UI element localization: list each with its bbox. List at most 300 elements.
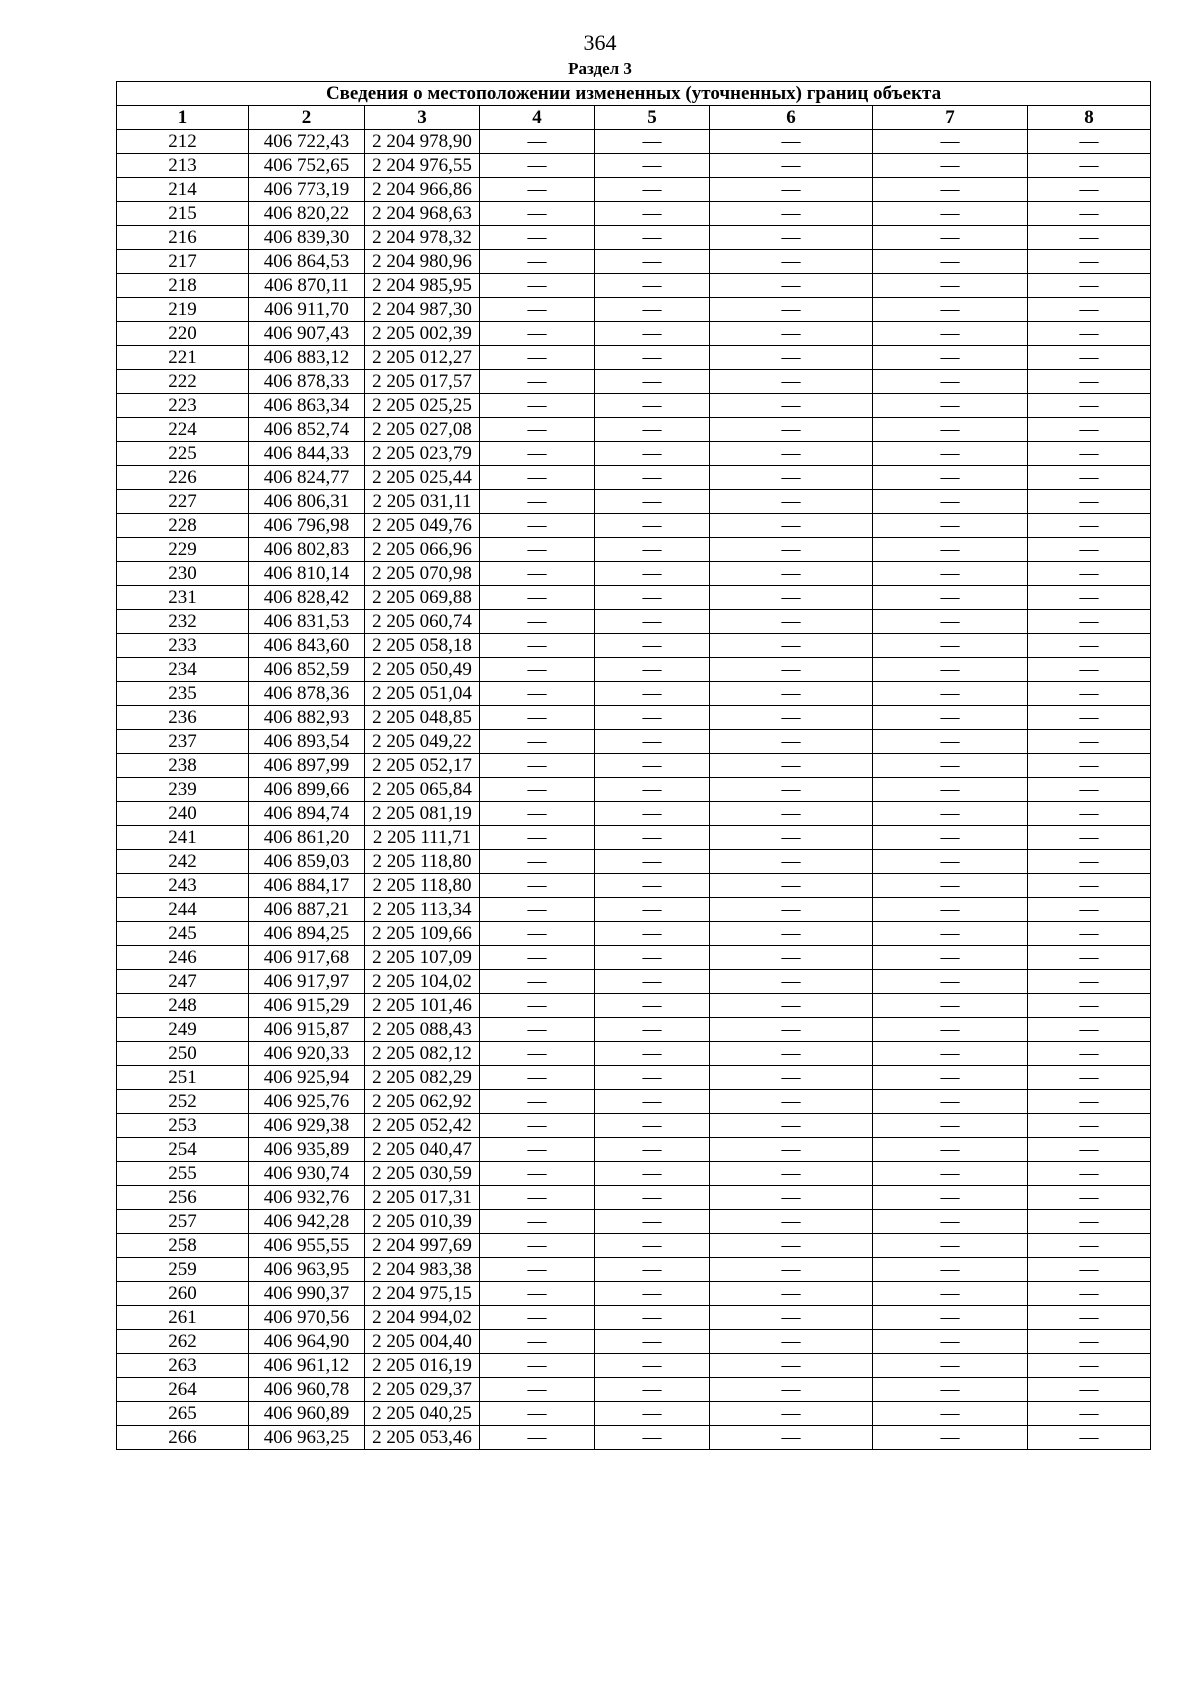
empty-value-cell: — bbox=[873, 778, 1028, 802]
empty-value-cell: — bbox=[873, 730, 1028, 754]
point-number-cell: 264 bbox=[117, 1378, 249, 1402]
x-coordinate-cell: 406 964,90 bbox=[249, 1330, 365, 1354]
table-row bbox=[117, 730, 1151, 754]
x-coordinate-cell: 406 907,43 bbox=[249, 322, 365, 346]
empty-value-cell: — bbox=[873, 802, 1028, 826]
empty-value-cell: — bbox=[873, 418, 1028, 442]
empty-value-cell: — bbox=[873, 1090, 1028, 1114]
point-number-cell: 239 bbox=[117, 778, 249, 802]
table-row bbox=[117, 1138, 1151, 1162]
y-coordinate-cell: 2 205 010,39 bbox=[365, 1210, 480, 1234]
point-number-cell: 248 bbox=[117, 994, 249, 1018]
empty-value-cell: — bbox=[595, 610, 710, 634]
empty-value-cell: — bbox=[873, 1138, 1028, 1162]
y-coordinate-cell: 2 205 118,80 bbox=[365, 874, 480, 898]
empty-value-cell: — bbox=[595, 274, 710, 298]
empty-value-cell: — bbox=[873, 130, 1028, 154]
empty-value-cell: — bbox=[480, 970, 595, 994]
empty-value-cell: — bbox=[595, 1354, 710, 1378]
table-row bbox=[117, 754, 1151, 778]
empty-value-cell: — bbox=[710, 1066, 873, 1090]
empty-value-cell: — bbox=[710, 250, 873, 274]
empty-value-cell: — bbox=[1028, 394, 1151, 418]
empty-value-cell: — bbox=[710, 490, 873, 514]
empty-value-cell: — bbox=[595, 874, 710, 898]
table-row bbox=[117, 1306, 1151, 1330]
empty-value-cell: — bbox=[873, 682, 1028, 706]
empty-value-cell: — bbox=[710, 682, 873, 706]
empty-value-cell: — bbox=[595, 1186, 710, 1210]
empty-value-cell: — bbox=[1028, 202, 1151, 226]
table-row bbox=[117, 802, 1151, 826]
empty-value-cell: — bbox=[595, 586, 710, 610]
empty-value-cell: — bbox=[1028, 130, 1151, 154]
x-coordinate-cell: 406 878,33 bbox=[249, 370, 365, 394]
x-coordinate-cell: 406 935,89 bbox=[249, 1138, 365, 1162]
empty-value-cell: — bbox=[710, 922, 873, 946]
y-coordinate-cell: 2 204 985,95 bbox=[365, 274, 480, 298]
empty-value-cell: — bbox=[873, 1378, 1028, 1402]
empty-value-cell: — bbox=[710, 1330, 873, 1354]
table-row bbox=[117, 1426, 1151, 1450]
empty-value-cell: — bbox=[710, 1162, 873, 1186]
empty-value-cell: — bbox=[1028, 658, 1151, 682]
x-coordinate-cell: 406 802,83 bbox=[249, 538, 365, 562]
point-number-cell: 241 bbox=[117, 826, 249, 850]
empty-value-cell: — bbox=[710, 394, 873, 418]
x-coordinate-cell: 406 960,89 bbox=[249, 1402, 365, 1426]
y-coordinate-cell: 2 204 978,32 bbox=[365, 226, 480, 250]
empty-value-cell: — bbox=[1028, 250, 1151, 274]
point-number-cell: 259 bbox=[117, 1258, 249, 1282]
empty-value-cell: — bbox=[1028, 1378, 1151, 1402]
empty-value-cell: — bbox=[595, 298, 710, 322]
point-number-cell: 218 bbox=[117, 274, 249, 298]
empty-value-cell: — bbox=[710, 1186, 873, 1210]
empty-value-cell: — bbox=[873, 250, 1028, 274]
empty-value-cell: — bbox=[480, 514, 595, 538]
table-row bbox=[117, 394, 1151, 418]
empty-value-cell: — bbox=[710, 178, 873, 202]
empty-value-cell: — bbox=[480, 706, 595, 730]
table-row bbox=[117, 1378, 1151, 1402]
empty-value-cell: — bbox=[710, 514, 873, 538]
empty-value-cell: — bbox=[710, 1090, 873, 1114]
y-coordinate-cell: 2 205 118,80 bbox=[365, 850, 480, 874]
empty-value-cell: — bbox=[480, 538, 595, 562]
empty-value-cell: — bbox=[480, 1426, 595, 1450]
y-coordinate-cell: 2 205 082,12 bbox=[365, 1042, 480, 1066]
empty-value-cell: — bbox=[873, 1018, 1028, 1042]
empty-value-cell: — bbox=[1028, 154, 1151, 178]
point-number-cell: 233 bbox=[117, 634, 249, 658]
empty-value-cell: — bbox=[710, 1042, 873, 1066]
empty-value-cell: — bbox=[595, 514, 710, 538]
empty-value-cell: — bbox=[1028, 1114, 1151, 1138]
y-coordinate-cell: 2 205 109,66 bbox=[365, 922, 480, 946]
point-number-cell: 247 bbox=[117, 970, 249, 994]
page-number: 364 bbox=[583, 30, 617, 55]
table-row bbox=[117, 1210, 1151, 1234]
table-row bbox=[117, 1354, 1151, 1378]
point-number-cell: 220 bbox=[117, 322, 249, 346]
x-coordinate-cell: 406 911,70 bbox=[249, 298, 365, 322]
empty-value-cell: — bbox=[480, 1258, 595, 1282]
empty-value-cell: — bbox=[873, 322, 1028, 346]
empty-value-cell: — bbox=[480, 130, 595, 154]
table-row bbox=[117, 1234, 1151, 1258]
empty-value-cell: — bbox=[710, 370, 873, 394]
empty-value-cell: — bbox=[873, 994, 1028, 1018]
y-coordinate-cell: 2 204 976,55 bbox=[365, 154, 480, 178]
y-coordinate-cell: 2 205 058,18 bbox=[365, 634, 480, 658]
table-row bbox=[117, 1090, 1151, 1114]
x-coordinate-cell: 406 917,97 bbox=[249, 970, 365, 994]
point-number-cell: 254 bbox=[117, 1138, 249, 1162]
column-header: 5 bbox=[595, 106, 710, 130]
x-coordinate-cell: 406 820,22 bbox=[249, 202, 365, 226]
table-row bbox=[117, 1018, 1151, 1042]
empty-value-cell: — bbox=[873, 1042, 1028, 1066]
empty-value-cell: — bbox=[595, 1402, 710, 1426]
empty-value-cell: — bbox=[1028, 346, 1151, 370]
point-number-cell: 228 bbox=[117, 514, 249, 538]
empty-value-cell: — bbox=[595, 1234, 710, 1258]
empty-value-cell: — bbox=[1028, 1042, 1151, 1066]
x-coordinate-cell: 406 884,17 bbox=[249, 874, 365, 898]
table-row bbox=[117, 538, 1151, 562]
point-number-cell: 250 bbox=[117, 1042, 249, 1066]
x-coordinate-cell: 406 859,03 bbox=[249, 850, 365, 874]
y-coordinate-cell: 2 205 069,88 bbox=[365, 586, 480, 610]
empty-value-cell: — bbox=[595, 562, 710, 586]
empty-value-cell: — bbox=[480, 1138, 595, 1162]
empty-value-cell: — bbox=[873, 274, 1028, 298]
x-coordinate-cell: 406 963,25 bbox=[249, 1426, 365, 1450]
empty-value-cell: — bbox=[873, 298, 1028, 322]
empty-value-cell: — bbox=[873, 658, 1028, 682]
empty-value-cell: — bbox=[595, 1258, 710, 1282]
empty-value-cell: — bbox=[595, 706, 710, 730]
y-coordinate-cell: 2 205 066,96 bbox=[365, 538, 480, 562]
empty-value-cell: — bbox=[873, 706, 1028, 730]
x-coordinate-cell: 406 942,28 bbox=[249, 1210, 365, 1234]
point-number-cell: 214 bbox=[117, 178, 249, 202]
empty-value-cell: — bbox=[1028, 418, 1151, 442]
empty-value-cell: — bbox=[1028, 1018, 1151, 1042]
y-coordinate-cell: 2 205 012,27 bbox=[365, 346, 480, 370]
table-row bbox=[117, 1162, 1151, 1186]
empty-value-cell: — bbox=[480, 1210, 595, 1234]
empty-value-cell: — bbox=[595, 538, 710, 562]
empty-value-cell: — bbox=[595, 850, 710, 874]
y-coordinate-cell: 2 205 049,76 bbox=[365, 514, 480, 538]
point-number-cell: 237 bbox=[117, 730, 249, 754]
x-coordinate-cell: 406 861,20 bbox=[249, 826, 365, 850]
point-number-cell: 257 bbox=[117, 1210, 249, 1234]
empty-value-cell: — bbox=[873, 1066, 1028, 1090]
point-number-cell: 222 bbox=[117, 370, 249, 394]
empty-value-cell: — bbox=[710, 466, 873, 490]
table-row bbox=[117, 226, 1151, 250]
empty-value-cell: — bbox=[480, 322, 595, 346]
empty-value-cell: — bbox=[595, 730, 710, 754]
empty-value-cell: — bbox=[480, 754, 595, 778]
table-row bbox=[117, 202, 1151, 226]
empty-value-cell: — bbox=[710, 1114, 873, 1138]
empty-value-cell: — bbox=[480, 946, 595, 970]
table-row bbox=[117, 514, 1151, 538]
table-row bbox=[117, 130, 1151, 154]
empty-value-cell: — bbox=[873, 370, 1028, 394]
x-coordinate-cell: 406 894,74 bbox=[249, 802, 365, 826]
point-number-cell: 261 bbox=[117, 1306, 249, 1330]
table-row bbox=[117, 634, 1151, 658]
x-coordinate-cell: 406 925,94 bbox=[249, 1066, 365, 1090]
point-number-cell: 263 bbox=[117, 1354, 249, 1378]
empty-value-cell: — bbox=[710, 418, 873, 442]
table-row bbox=[117, 1402, 1151, 1426]
empty-value-cell: — bbox=[873, 1186, 1028, 1210]
empty-value-cell: — bbox=[710, 298, 873, 322]
point-number-cell: 252 bbox=[117, 1090, 249, 1114]
empty-value-cell: — bbox=[1028, 1162, 1151, 1186]
y-coordinate-cell: 2 205 031,11 bbox=[365, 490, 480, 514]
y-coordinate-cell: 2 204 968,63 bbox=[365, 202, 480, 226]
empty-value-cell: — bbox=[480, 1114, 595, 1138]
empty-value-cell: — bbox=[710, 538, 873, 562]
point-number-cell: 253 bbox=[117, 1114, 249, 1138]
empty-value-cell: — bbox=[710, 562, 873, 586]
table-row bbox=[117, 1330, 1151, 1354]
point-number-cell: 224 bbox=[117, 418, 249, 442]
point-number-cell: 221 bbox=[117, 346, 249, 370]
table-caption: Сведения о местоположении измененных (уточненных) границ объекта bbox=[117, 82, 1151, 106]
empty-value-cell: — bbox=[595, 922, 710, 946]
empty-value-cell: — bbox=[873, 226, 1028, 250]
point-number-cell: 256 bbox=[117, 1186, 249, 1210]
empty-value-cell: — bbox=[1028, 1138, 1151, 1162]
empty-value-cell: — bbox=[1028, 754, 1151, 778]
x-coordinate-cell: 406 990,37 bbox=[249, 1282, 365, 1306]
empty-value-cell: — bbox=[480, 658, 595, 682]
x-coordinate-cell: 406 824,77 bbox=[249, 466, 365, 490]
empty-value-cell: — bbox=[873, 1210, 1028, 1234]
empty-value-cell: — bbox=[710, 994, 873, 1018]
point-number-cell: 223 bbox=[117, 394, 249, 418]
empty-value-cell: — bbox=[595, 178, 710, 202]
column-header: 3 bbox=[365, 106, 480, 130]
empty-value-cell: — bbox=[1028, 490, 1151, 514]
empty-value-cell: — bbox=[873, 1114, 1028, 1138]
empty-value-cell: — bbox=[710, 946, 873, 970]
empty-value-cell: — bbox=[595, 490, 710, 514]
empty-value-cell: — bbox=[1028, 610, 1151, 634]
empty-value-cell: — bbox=[1028, 1066, 1151, 1090]
empty-value-cell: — bbox=[595, 346, 710, 370]
empty-value-cell: — bbox=[710, 826, 873, 850]
empty-value-cell: — bbox=[480, 1162, 595, 1186]
point-number-cell: 243 bbox=[117, 874, 249, 898]
y-coordinate-cell: 2 205 088,43 bbox=[365, 1018, 480, 1042]
empty-value-cell: — bbox=[873, 922, 1028, 946]
empty-value-cell: — bbox=[480, 826, 595, 850]
empty-value-cell: — bbox=[1028, 730, 1151, 754]
y-coordinate-cell: 2 205 101,46 bbox=[365, 994, 480, 1018]
y-coordinate-cell: 2 205 016,19 bbox=[365, 1354, 480, 1378]
x-coordinate-cell: 406 864,53 bbox=[249, 250, 365, 274]
empty-value-cell: — bbox=[1028, 586, 1151, 610]
coordinates-table bbox=[116, 81, 1151, 1450]
empty-value-cell: — bbox=[873, 562, 1028, 586]
empty-value-cell: — bbox=[480, 610, 595, 634]
empty-value-cell: — bbox=[595, 226, 710, 250]
empty-value-cell: — bbox=[480, 898, 595, 922]
table-row bbox=[117, 250, 1151, 274]
empty-value-cell: — bbox=[710, 202, 873, 226]
point-number-cell: 227 bbox=[117, 490, 249, 514]
empty-value-cell: — bbox=[710, 154, 873, 178]
empty-value-cell: — bbox=[595, 1210, 710, 1234]
x-coordinate-cell: 406 806,31 bbox=[249, 490, 365, 514]
x-coordinate-cell: 406 970,56 bbox=[249, 1306, 365, 1330]
column-header-row bbox=[117, 106, 1151, 130]
empty-value-cell: — bbox=[710, 1378, 873, 1402]
y-coordinate-cell: 2 205 052,42 bbox=[365, 1114, 480, 1138]
table-row bbox=[117, 1066, 1151, 1090]
empty-value-cell: — bbox=[480, 202, 595, 226]
empty-value-cell: — bbox=[873, 610, 1028, 634]
empty-value-cell: — bbox=[710, 730, 873, 754]
empty-value-cell: — bbox=[1028, 946, 1151, 970]
x-coordinate-cell: 406 843,60 bbox=[249, 634, 365, 658]
table-row bbox=[117, 682, 1151, 706]
y-coordinate-cell: 2 204 980,96 bbox=[365, 250, 480, 274]
empty-value-cell: — bbox=[480, 1018, 595, 1042]
empty-value-cell: — bbox=[480, 730, 595, 754]
x-coordinate-cell: 406 773,19 bbox=[249, 178, 365, 202]
point-number-cell: 215 bbox=[117, 202, 249, 226]
y-coordinate-cell: 2 204 987,30 bbox=[365, 298, 480, 322]
column-header: 1 bbox=[117, 106, 249, 130]
empty-value-cell: — bbox=[1028, 1330, 1151, 1354]
empty-value-cell: — bbox=[480, 1354, 595, 1378]
section-title: Раздел 3 bbox=[568, 59, 632, 78]
empty-value-cell: — bbox=[710, 898, 873, 922]
table-row bbox=[117, 298, 1151, 322]
empty-value-cell: — bbox=[710, 778, 873, 802]
point-number-cell: 235 bbox=[117, 682, 249, 706]
empty-value-cell: — bbox=[480, 418, 595, 442]
empty-value-cell: — bbox=[480, 1330, 595, 1354]
empty-value-cell: — bbox=[1028, 274, 1151, 298]
table-row bbox=[117, 1186, 1151, 1210]
empty-value-cell: — bbox=[873, 970, 1028, 994]
empty-value-cell: — bbox=[595, 322, 710, 346]
point-number-cell: 238 bbox=[117, 754, 249, 778]
y-coordinate-cell: 2 205 030,59 bbox=[365, 1162, 480, 1186]
empty-value-cell: — bbox=[480, 490, 595, 514]
empty-value-cell: — bbox=[480, 226, 595, 250]
empty-value-cell: — bbox=[480, 1066, 595, 1090]
x-coordinate-cell: 406 917,68 bbox=[249, 946, 365, 970]
empty-value-cell: — bbox=[595, 1138, 710, 1162]
table-row bbox=[117, 442, 1151, 466]
table-row bbox=[117, 778, 1151, 802]
y-coordinate-cell: 2 205 113,34 bbox=[365, 898, 480, 922]
y-coordinate-cell: 2 205 048,85 bbox=[365, 706, 480, 730]
y-coordinate-cell: 2 205 017,57 bbox=[365, 370, 480, 394]
table-row bbox=[117, 274, 1151, 298]
table-row bbox=[117, 322, 1151, 346]
point-number-cell: 266 bbox=[117, 1426, 249, 1450]
empty-value-cell: — bbox=[595, 394, 710, 418]
point-number-cell: 219 bbox=[117, 298, 249, 322]
empty-value-cell: — bbox=[480, 682, 595, 706]
y-coordinate-cell: 2 205 025,25 bbox=[365, 394, 480, 418]
table-row bbox=[117, 154, 1151, 178]
x-coordinate-cell: 406 893,54 bbox=[249, 730, 365, 754]
empty-value-cell: — bbox=[873, 1354, 1028, 1378]
empty-value-cell: — bbox=[873, 754, 1028, 778]
x-coordinate-cell: 406 883,12 bbox=[249, 346, 365, 370]
empty-value-cell: — bbox=[1028, 562, 1151, 586]
empty-value-cell: — bbox=[710, 874, 873, 898]
empty-value-cell: — bbox=[873, 514, 1028, 538]
point-number-cell: 245 bbox=[117, 922, 249, 946]
empty-value-cell: — bbox=[595, 826, 710, 850]
empty-value-cell: — bbox=[595, 1114, 710, 1138]
empty-value-cell: — bbox=[873, 946, 1028, 970]
empty-value-cell: — bbox=[873, 1330, 1028, 1354]
empty-value-cell: — bbox=[480, 778, 595, 802]
empty-value-cell: — bbox=[1028, 634, 1151, 658]
empty-value-cell: — bbox=[595, 802, 710, 826]
y-coordinate-cell: 2 205 053,46 bbox=[365, 1426, 480, 1450]
table-row bbox=[117, 466, 1151, 490]
y-coordinate-cell: 2 205 104,02 bbox=[365, 970, 480, 994]
x-coordinate-cell: 406 752,65 bbox=[249, 154, 365, 178]
point-number-cell: 232 bbox=[117, 610, 249, 634]
table-body bbox=[117, 130, 1151, 1450]
table-row bbox=[117, 1258, 1151, 1282]
empty-value-cell: — bbox=[873, 1402, 1028, 1426]
empty-value-cell: — bbox=[480, 634, 595, 658]
table-row bbox=[117, 418, 1151, 442]
empty-value-cell: — bbox=[595, 154, 710, 178]
table-row bbox=[117, 874, 1151, 898]
y-coordinate-cell: 2 204 966,86 bbox=[365, 178, 480, 202]
empty-value-cell: — bbox=[480, 850, 595, 874]
empty-value-cell: — bbox=[480, 1042, 595, 1066]
empty-value-cell: — bbox=[1028, 922, 1151, 946]
empty-value-cell: — bbox=[1028, 1282, 1151, 1306]
empty-value-cell: — bbox=[710, 1282, 873, 1306]
empty-value-cell: — bbox=[595, 946, 710, 970]
y-coordinate-cell: 2 205 027,08 bbox=[365, 418, 480, 442]
empty-value-cell: — bbox=[595, 754, 710, 778]
empty-value-cell: — bbox=[595, 466, 710, 490]
y-coordinate-cell: 2 204 997,69 bbox=[365, 1234, 480, 1258]
empty-value-cell: — bbox=[710, 658, 873, 682]
empty-value-cell: — bbox=[710, 1402, 873, 1426]
empty-value-cell: — bbox=[1028, 778, 1151, 802]
point-number-cell: 234 bbox=[117, 658, 249, 682]
empty-value-cell: — bbox=[480, 1378, 595, 1402]
table-row bbox=[117, 610, 1151, 634]
table-row bbox=[117, 586, 1151, 610]
empty-value-cell: — bbox=[710, 1354, 873, 1378]
